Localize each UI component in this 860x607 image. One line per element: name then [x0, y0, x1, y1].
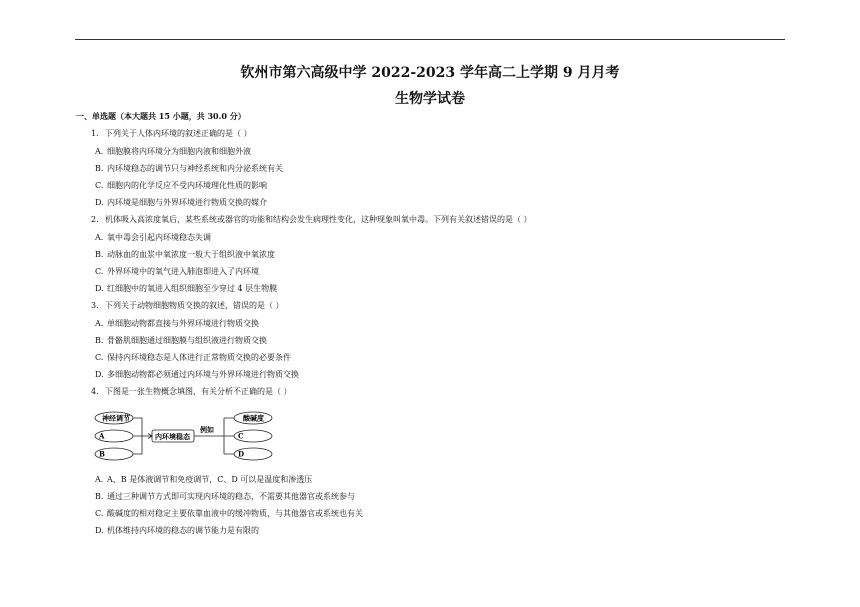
node-d-label: D [238, 449, 245, 459]
question-1-option-d: D. 内环境是细胞与外界环境进行物质交换的媒介 [95, 198, 267, 207]
question-1-option-c: C. 细胞内的化学反应不受内环境理化性质的影响 [95, 181, 267, 190]
question-1-option-a: A. 细胞膜将内环境分为细胞内液和细胞外液 [95, 147, 251, 156]
question-2-option-a: A. 氧中毒会引起内环境稳态失调 [95, 233, 211, 242]
question-2-option-b: B. 动脉血的血浆中氧浓度一般大于组织液中氧浓度 [95, 250, 275, 259]
question-3-stem: 3. 下列关于动物细胞物质交换的叙述，错误的是（ ） [91, 301, 284, 310]
question-2-option-d: D. 红细胞中的氧进入组织细胞至少穿过 4 层生物膜 [95, 284, 278, 293]
nerve-regulation-label: 神经调节 [102, 413, 130, 423]
section-heading: 一、单选题（本大题共 15 小题，共 30.0 分） [76, 111, 246, 121]
question-3-option-b: B. 骨骼肌细胞通过细胞膜与组织液进行物质交换 [95, 336, 267, 345]
page-subtitle: 生物学试卷 [395, 91, 465, 107]
question-1-option-b: B. 内环境稳态的调节只与神经系统和内分泌系统有关 [95, 164, 283, 173]
node-b-label: B [99, 449, 105, 459]
question-4-option-b: B. 通过三种调节方式即可实现内环境的稳态，不需要其他器官或系统参与 [95, 492, 355, 501]
question-4-option-c: C. 酸碱度的相对稳定主要依靠血液中的缓冲物质，与其他器官或系统也有关 [95, 509, 363, 518]
page-title: 钦州市第六高级中学 2022-2023 学年高二上学期 9 月月考 [240, 65, 620, 81]
homeostasis-label: 内环境稳态 [155, 432, 190, 441]
question-4-option-a: A. A、B 是体液调节和免疫调节，C、D 可以是温度和渗透压 [95, 475, 313, 484]
concept-map-diagram [94, 409, 274, 465]
question-2-option-c: C. 外界环境中的氧气进入肺泡即进入了内环境 [95, 267, 259, 276]
question-4-stem: 4. 下图是一张生物概念填图，有关分析不正确的是（ ） [91, 387, 292, 396]
header-rule [75, 39, 785, 40]
question-2-stem: 2. 机体吸入高浓度氧后，某些系统或器官的功能和结构会发生病理性变化，这种现象叫氧中毒。下列有关叙述错误的是（ ） [91, 215, 532, 224]
question-3-option-d: D. 多细胞动物都必须通过内环境与外界环境进行物质交换 [95, 370, 299, 379]
question-4-option-d: D. 机体维持内环境的稳态的调节能力是有限的 [95, 526, 259, 535]
node-c-label: C [238, 431, 244, 441]
question-3-option-c: C. 保持内环境稳态是人体进行正常物质交换的必要条件 [95, 353, 291, 362]
node-a-label: A [99, 431, 105, 441]
question-1-stem: 1. 下列关于人体内环境的叙述正确的是（ ） [91, 129, 252, 138]
ph-label: 酸碱度 [243, 413, 264, 423]
example-label: 例如 [200, 425, 214, 434]
question-3-option-a: A. 单细胞动物都直接与外界环境进行物质交换 [95, 319, 259, 328]
